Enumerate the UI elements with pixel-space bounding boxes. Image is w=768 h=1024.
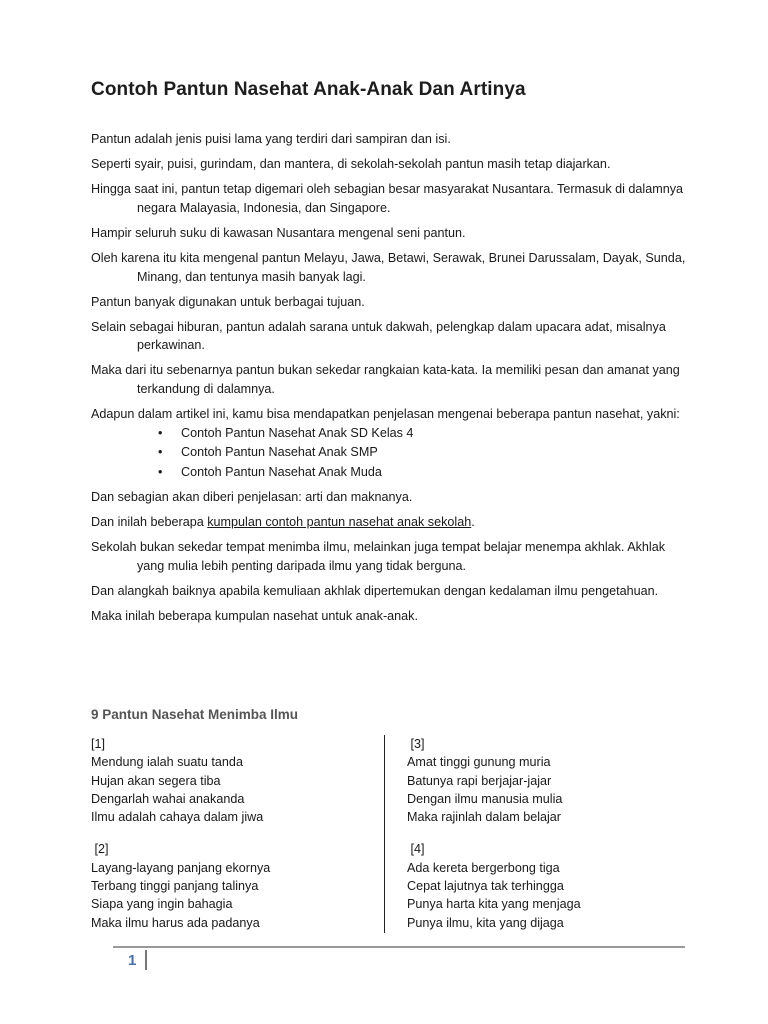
pantun-column-left [91,735,371,946]
paragraph: Oleh karena itu kita mengenal pantun Melayu, Jawa, Betawi, Serawak, Brunei Darussalam, Dayak, Sunda, Minang, dan tentunya masih banyak lagi. [91,250,686,284]
bullet-icon: • [158,425,163,440]
column-divider [384,735,385,933]
paragraph-with-link: Dan inilah beberapa kumpulan contoh pantun nasehat anak sekolah. [91,515,475,530]
page-number-divider [145,950,147,970]
bullet-list [91,424,691,483]
footer-rule [113,946,685,948]
stanza-line: Cepat lajutnya tak terhingga [407,879,564,894]
stanza-number: [2] [91,842,109,857]
paragraph: Pantun banyak digunakan untuk berbagai tujuan. [91,294,365,309]
paragraph: Pantun adalah jenis puisi lama yang terdiri dari sampiran dan isi. [91,132,451,146]
stanza-line: Amat tinggi gunung muria [407,755,551,770]
page-number: 1 [128,952,137,969]
stanza-line: Batunya rapi berjajar-jajar [407,773,552,788]
stanza-number: [4] [407,842,425,857]
paragraph: Adapun dalam artikel ini, kamu bisa mendapatkan penjelasan mengenai beberapa pantun nasehat, yakni: [91,407,680,422]
paragraph: Sekolah bukan sekedar tempat menimba ilmu, melainkan juga tempat belajar menempa akhlak. Akhlak yang mulia lebih penting daripada ilmu yang tidak berguna. [91,540,666,574]
paragraph: Maka inilah beberapa kumpulan nasehat untuk anak-anak. [91,609,418,624]
stanza-number: [1] [91,737,106,751]
stanza-line: Maka ilmu harus ada padanya [91,915,260,930]
stanza-line: Layang-layang panjang ekornya [91,860,271,875]
stanza-line: Maka rajinlah dalam belajar [407,810,562,825]
paragraph: Hingga saat ini, pantun tetap digemari oleh sebagian besar masyarakat Nusantara. Termasuk di dalamnya negara Malayasia, Indonesia, dan Singapore. [91,181,684,215]
paragraph: Maka dari itu sebenarnya pantun bukan sekedar rangkaian kata-kata. Ia memiliki pesan dan amanat yang terkandung di dalamnya. [91,363,680,397]
stanza-line: Hujan akan segera tiba [91,773,221,788]
stanza-number: [3] [407,737,425,751]
stanza-line: Punya harta kita yang menjaga [407,897,581,912]
bullet-icon: • [158,445,163,460]
pantun-column-right [407,735,687,946]
stanza-line: Ilmu adalah cahaya dalam jiwa [91,810,264,825]
list-item: • Contoh Pantun Nasehat Anak SMP [91,443,691,463]
paragraph: Dan alangkah baiknya apabila kemuliaan akhlak dipertemukan dengan kedalaman ilmu pengetahuan. [91,584,659,599]
pantun-stanza [91,735,371,826]
stanza-line: Mendung ialah suatu tanda [91,755,243,770]
list-item: • Contoh Pantun Nasehat Anak SD Kelas 4 [91,424,691,444]
paragraph: Hampir seluruh suku di kawasan Nusantara mengenal seni pantun. [91,225,466,240]
stanza-line: Siapa yang ingin bahagia [91,897,233,912]
pantun-stanza [91,840,371,931]
paragraph: Selain sebagai hiburan, pantun adalah sarana untuk dakwah, pelengkap dalam upacara adat, misalnya perkawinan. [91,319,666,353]
bullet-icon: • [158,464,163,479]
section-heading: 9 Pantun Nasehat Menimba Ilmu [91,707,299,722]
stanza-line: Punya ilmu, kita yang dijaga [407,915,564,930]
article-link[interactable]: kumpulan contoh pantun nasehat anak sekolah [207,515,472,530]
pantun-stanza [407,735,687,826]
paragraph: Seperti syair, puisi, gurindam, dan mantera, di sekolah-sekolah pantun masih tetap diajarkan. [91,156,611,171]
article-body [91,130,691,632]
stanza-line: Ada kereta bergerbong tiga [407,860,560,875]
stanza-line: Terbang tinggi panjang talinya [91,879,259,894]
list-item: • Contoh Pantun Nasehat Anak Muda [91,463,691,483]
page-title: Contoh Pantun Nasehat Anak-Anak Dan Artinya [91,79,526,100]
pantun-stanza [407,840,687,931]
stanza-line: Dengarlah wahai anakanda [91,791,245,806]
stanza-line: Dengan ilmu manusia mulia [407,791,563,806]
paragraph: Dan sebagian akan diberi penjelasan: arti dan maknanya. [91,490,413,505]
